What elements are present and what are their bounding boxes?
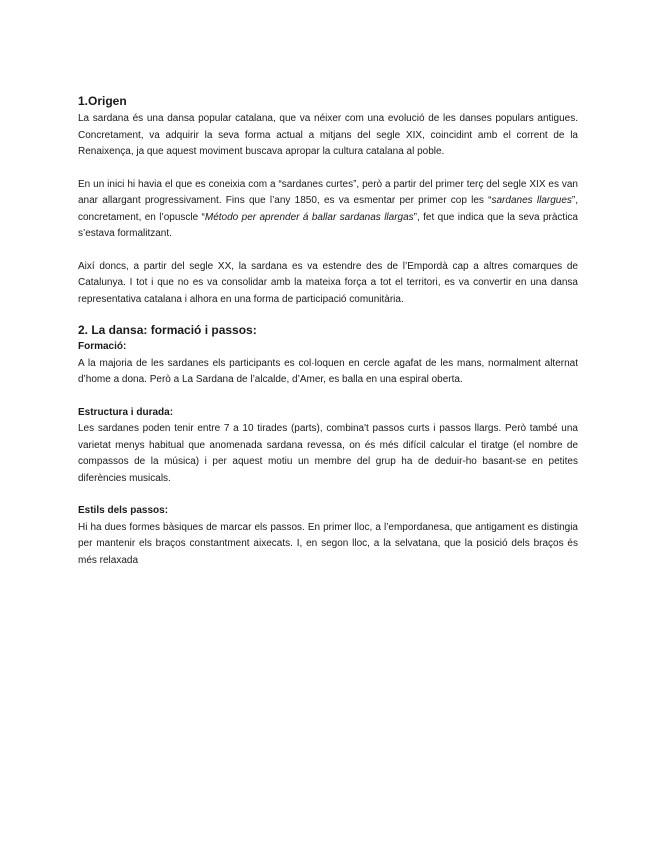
italic-sardanes-llargues: sardanes llargues [491,195,572,206]
paragraph-origen-1: La sardana és una dansa popular catalana, que va néixer com una evolució de les danses populars antigues. Concretament, va adquirir la seva forma actual a mitjans del segle XIX, coincidint amb el corrent de la Renaixença, ja que aquest moviment buscava apropar la cultura catalana al poble. [78,113,578,157]
paragraph-estils: Hi ha dues formes bàsiques de marcar els passos. En primer lloc, a l’empordanesa, que antigament es distingia per mantenir els braços constantment aixecats. I, en segon lloc, a la selvatana, que la posició dels braços és més relaxada [78,521,578,566]
italic-opuscle-title: Método per aprender á ballar sardanas llargas [204,211,414,223]
spacer [78,243,578,259]
section-title-origen: 1.Origen [78,94,127,108]
spacer [78,389,578,405]
subheading-estils: Estils dels passos: [78,505,169,516]
paragraph-origen-2 [78,177,578,243]
subheading-formacio: Formació: [78,341,127,352]
text-run: ”, fet que indica que la seva pràctica s’estava formalitzant. [78,211,578,239]
spacer [78,487,578,503]
section-title-dansa: 2. La dansa: formació i passos: [78,323,257,337]
spacer [78,308,578,322]
spacer [78,161,578,177]
paragraph-origen-3: Així doncs, a partir del segle XX, la sardana es va estendre des de l’Empordà cap a altres comarques de Catalunya. I tot i que no es va consolidar amb la mateixa força a tot el territori, es va convertir en una dansa representativa catalana i alhora en una forma de participació comunitària. [78,260,578,305]
document-page [78,93,578,569]
text-run: ”, concretament, en l’opuscle “ [78,195,579,223]
paragraph-estructura: Les sardanes poden tenir entre 7 a 10 tirades (parts), combina't passos curts i passos llargs. Però també una varietat menys habitual que anomenada sardana revessa, on és més difícil calcular el tiratge (el nombre de compassos de la música) i per aquest motiu un membre del grup ha de deduir-ho basant-se en petites diferències musicals. [78,423,578,484]
text-run: En un inici hi havia el que es coneixia com a “sardanes curtes”, però a partir del primer terç del segle XIX es van anar allargant progressivament. Fins que l’any 1850, es va esmentar per primer cop les “ [78,178,578,206]
paragraph-formacio: A la majoria de les sardanes els participants es col·loquen en cercle agafat de les mans, normalment alternat d’home a dona. Però a La Sardana de l’alcalde, d’Amer, es balla en una espiral oberta. [78,357,578,385]
subheading-estructura: Estructura i durada: [78,406,174,418]
